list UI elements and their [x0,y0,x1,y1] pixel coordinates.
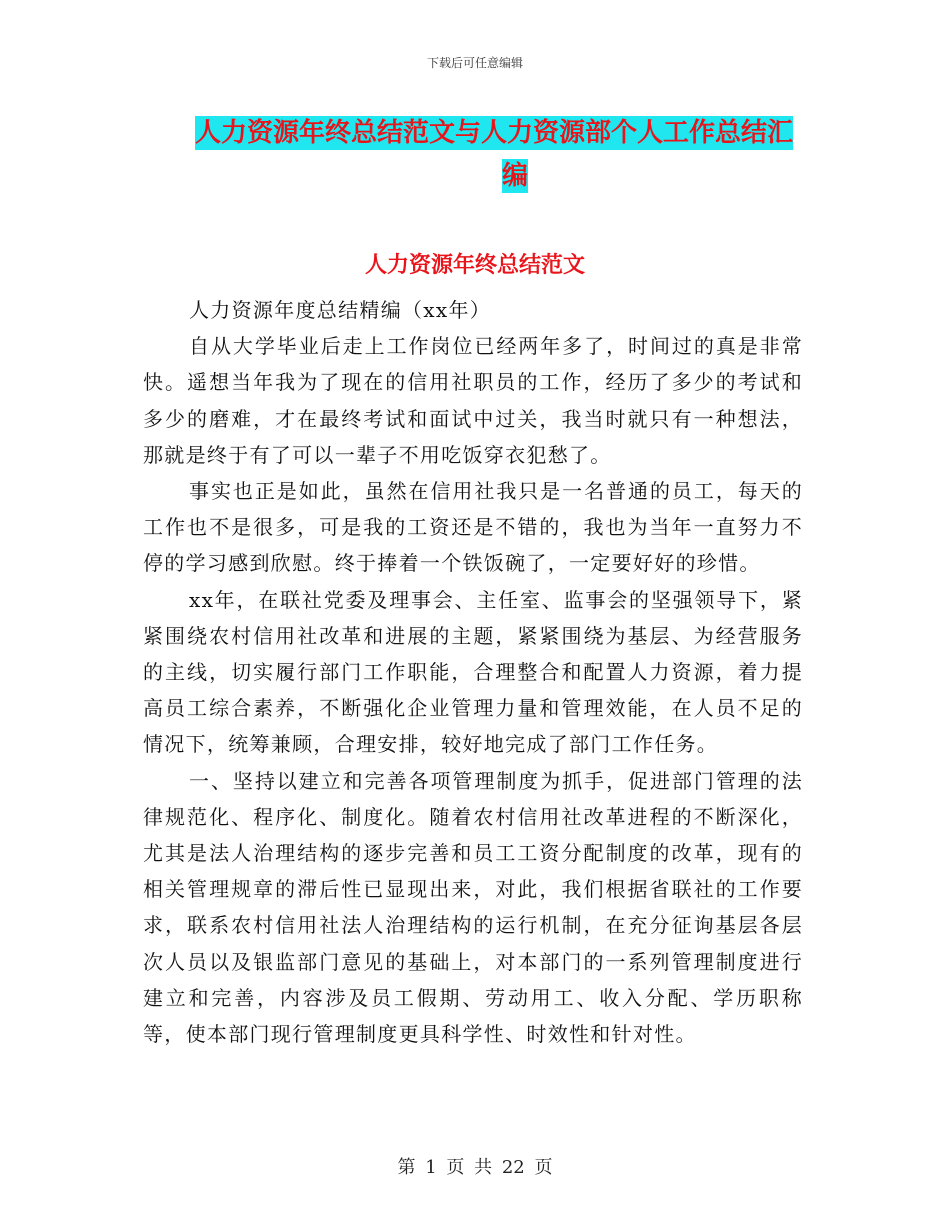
page-header-note: 下载后可任意编辑 [426,56,523,70]
document-body [143,292,803,1052]
document-title [195,112,805,198]
section-title: 人力资源年终总结范文 [364,253,585,278]
document-title-line-2: 编 [501,161,528,191]
document-title-line-1: 人力资源年终总结范文与人力资源部个人工作总结汇 [195,118,794,148]
paragraph: 自从大学毕业后走上工作岗位已经两年多了，时间过的真是非常快。遥想当年我为了现在的信用社职员的工作，经历了多少的考试和多少的磨难，才在最终考试和面试中过关，我当时就只有一种想法，那就是终于有了可以一辈子不用吃饭穿衣犯愁了。 [143,334,803,467]
paragraph: 事实也正是如此，虽然在信用社我只是一名普通的员工，每天的工作也不是很多，可是我的工资还是不错的，我也为当年一直努力不停的学习感到欣慰。终于捧着一个铁饭碗了，一定要好好的珍惜。 [143,479,803,576]
paragraph: 一、坚持以建立和完善各项管理制度为抓手，促进部门管理的法律规范化、程序化、制度化。随着农村信用社改革进程的不断深化，尤其是法人治理结构的逐步完善和员工工资分配制度的改革，现有的相关管理规章的滞后性已显现出来，对此，我们根据省联社的工作要求，联系农村信用社法人治理结构的运行机制，在充分征询基层各层次人员以及银监部门意见的基础上，对本部门的一系列管理制度进行建立和完善，内容涉及员工假期、劳动用工、收入分配、学历职称等，使本部门现行管理制度更具科学性、时效性和针对性。 [143,768,803,1047]
paragraph-subtitle: 人力资源年度总结精编（xx年） [189,298,492,322]
paragraph: xx年，在联社党委及理事会、主任室、监事会的坚强领导下，紧紧围绕农村信用社改革和进展的主题，紧紧围绕为基层、为经营服务的主线，切实履行部门工作职能，合理整合和配置人力资源，着力提高员工综合素养，不断强化企业管理力量和管理效能，在人员不足的情况下，统筹兼顾，合理安排，较好地完成了部门工作任务。 [143,587,803,757]
page-number-footer: 第 1 页 共 22 页 [397,1157,553,1178]
